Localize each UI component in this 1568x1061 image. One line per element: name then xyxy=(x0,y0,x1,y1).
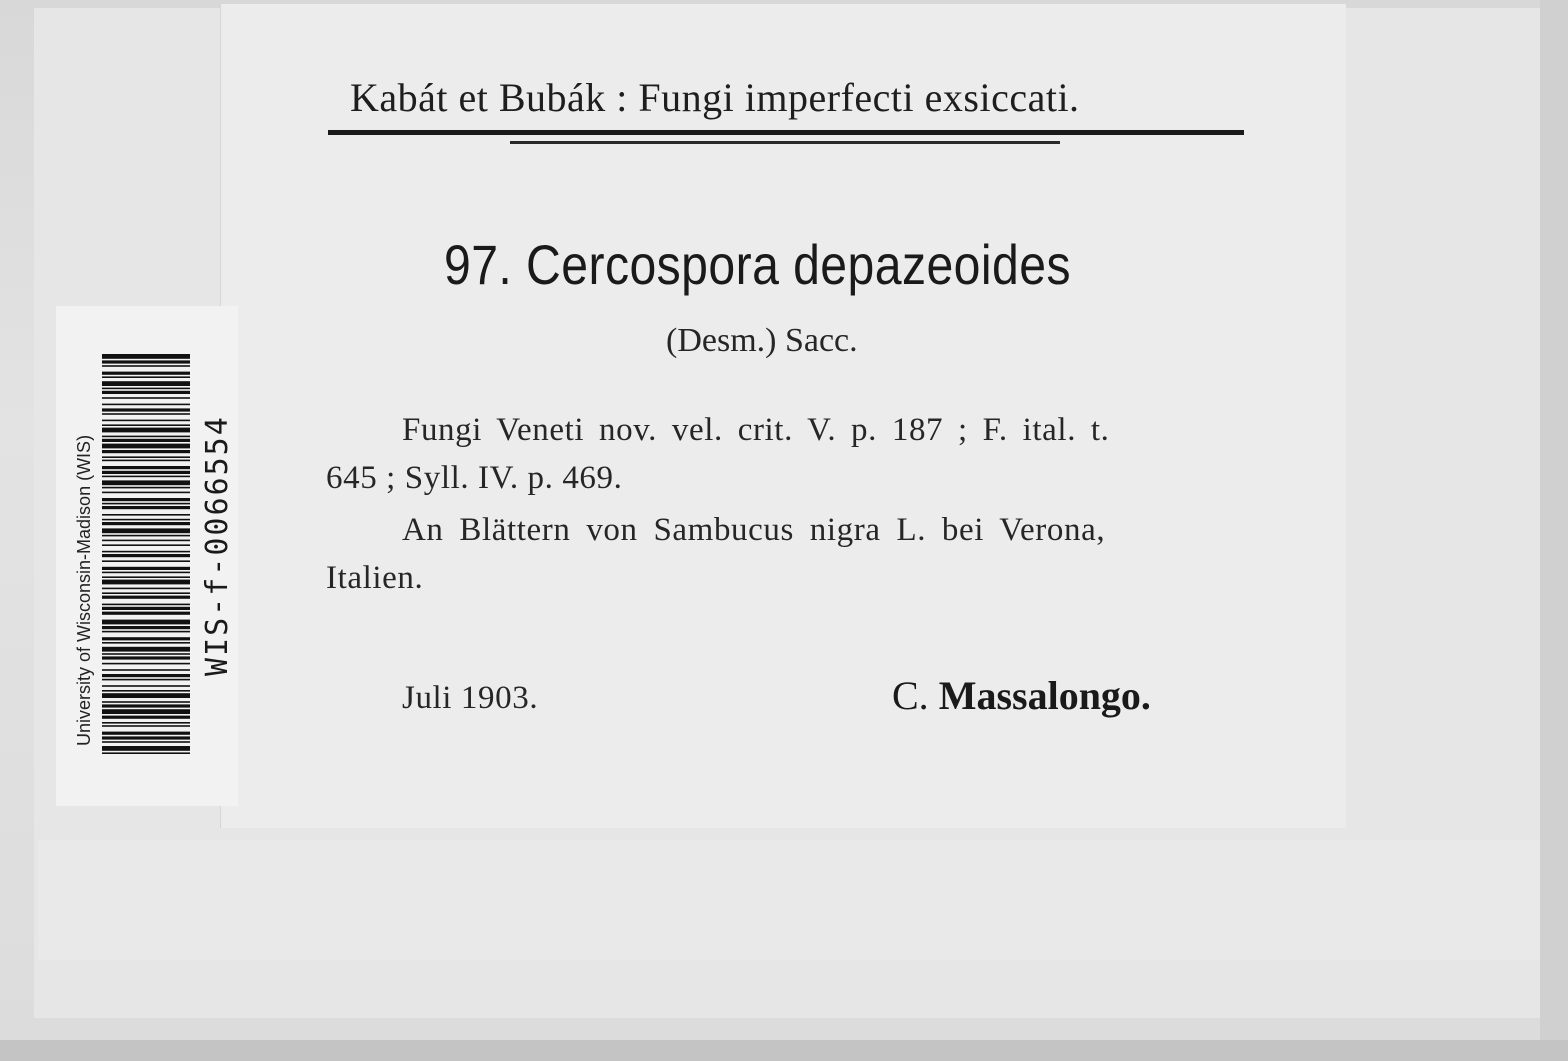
barcode-bar xyxy=(102,626,190,629)
barcode-bar xyxy=(102,444,190,449)
barcode-bar xyxy=(102,637,190,640)
barcode-bar xyxy=(102,685,190,687)
barcode-bar xyxy=(102,540,190,542)
barcode-bar xyxy=(102,480,190,485)
species-title: 97. Cercospora depazeoides xyxy=(444,233,1071,296)
barcode-bar xyxy=(102,560,190,562)
barcode-bar xyxy=(102,492,190,494)
barcode-bar xyxy=(102,722,190,724)
barcode-bar xyxy=(102,424,190,426)
barcode-bar xyxy=(102,604,190,606)
barcode-bar xyxy=(102,752,190,754)
barcode-bar xyxy=(102,450,190,453)
institution-name: University of Wisconsin-Madison (WIS) xyxy=(74,434,94,746)
barcode-bar xyxy=(102,360,190,363)
header-rule-thin xyxy=(510,141,1060,144)
barcode-bar xyxy=(102,439,190,442)
barcode-bar xyxy=(102,428,190,433)
barcode-bar xyxy=(102,612,190,615)
header-rule-thick xyxy=(328,130,1244,135)
barcode-bar xyxy=(102,704,190,707)
barcode-bar xyxy=(102,642,190,644)
barcode-bar xyxy=(102,736,190,739)
barcode-bar xyxy=(102,746,190,751)
barcode-bar xyxy=(102,741,190,743)
reference-line-2: 645 ; Syll. IV. p. 469. xyxy=(326,460,623,496)
barcode-bar xyxy=(102,631,190,633)
barcode-bar xyxy=(102,408,190,411)
barcode-bar xyxy=(102,693,190,698)
barcode-bar xyxy=(102,460,190,462)
catalog-number: WIS-f-0066554 xyxy=(200,415,235,676)
barcode-bar xyxy=(102,436,190,438)
barcode-bar xyxy=(102,535,190,537)
barcode-bar xyxy=(102,679,190,681)
barcode-bar xyxy=(102,653,190,655)
barcode-bar xyxy=(102,588,190,590)
barcode-icon xyxy=(102,354,190,754)
barcode-bar xyxy=(102,690,190,692)
barcode-bar xyxy=(102,725,190,727)
barcode-bar xyxy=(102,701,190,703)
barcode-bar xyxy=(102,674,190,677)
barcode-bar xyxy=(102,354,190,359)
barcode-bar xyxy=(102,476,190,478)
barcode-bar xyxy=(102,372,190,375)
sheet-right-edge xyxy=(1540,0,1568,1061)
barcode-bar xyxy=(102,466,190,469)
barcode-bar xyxy=(102,592,190,594)
barcode-bar xyxy=(102,554,190,557)
barcode-bar xyxy=(102,669,190,671)
barcode-bar xyxy=(102,528,190,533)
barcode-bar xyxy=(102,456,190,458)
barcode-bar xyxy=(102,514,190,516)
species-authority: (Desm.) Sacc. xyxy=(666,322,858,359)
barcode-bar xyxy=(102,519,190,521)
barcode-bar xyxy=(102,544,190,546)
barcode-bar xyxy=(102,656,190,659)
barcode-bar xyxy=(102,732,190,735)
barcode-bar xyxy=(102,709,190,714)
collector-surname: Massalongo. xyxy=(938,673,1151,718)
barcode-bar xyxy=(102,404,190,406)
barcode-bar xyxy=(102,572,190,574)
sheet-lower-band xyxy=(38,840,1543,960)
barcode-bar xyxy=(102,487,190,489)
barcode-bar xyxy=(102,397,190,399)
barcode-bar xyxy=(102,607,190,610)
barcode-bar xyxy=(102,391,190,394)
barcode-bar xyxy=(102,413,190,415)
barcode-bar xyxy=(102,522,190,525)
barcode-bar xyxy=(102,576,190,578)
collector-name xyxy=(892,672,1151,719)
barcode-bar xyxy=(102,365,190,367)
barcode-bar xyxy=(102,551,190,553)
barcode-bar xyxy=(102,471,190,474)
habitat-line-1: An Blättern von Sambucus nigra L. bei Verona, xyxy=(402,512,1106,548)
barcode-bar xyxy=(102,420,190,422)
reference-line-1: Fungi Veneti nov. vel. crit. V. p. 187 ; F. ital. t. xyxy=(402,412,1110,448)
barcode-bar xyxy=(102,663,190,665)
barcode-bar xyxy=(102,716,190,719)
barcode-bar xyxy=(102,580,190,585)
barcode-bar xyxy=(102,596,190,599)
habitat-line-2: Italien. xyxy=(326,560,424,596)
barcode-bar xyxy=(102,498,190,501)
collector-initial: C. xyxy=(892,673,929,718)
barcode-bar xyxy=(102,506,190,509)
sheet-bottom-edge xyxy=(0,1040,1568,1061)
label-header: Kabát et Bubák : Fungi imperfecti exsiccati. xyxy=(350,75,1080,120)
collection-date: Juli 1903. xyxy=(402,680,539,716)
barcode-bar xyxy=(102,381,190,386)
barcode-bar xyxy=(102,388,190,390)
barcode-bar xyxy=(102,567,190,570)
barcode-bar xyxy=(102,503,190,505)
barcode-bar xyxy=(102,376,190,378)
barcode-bar xyxy=(102,647,190,652)
barcode-bar xyxy=(102,620,190,625)
